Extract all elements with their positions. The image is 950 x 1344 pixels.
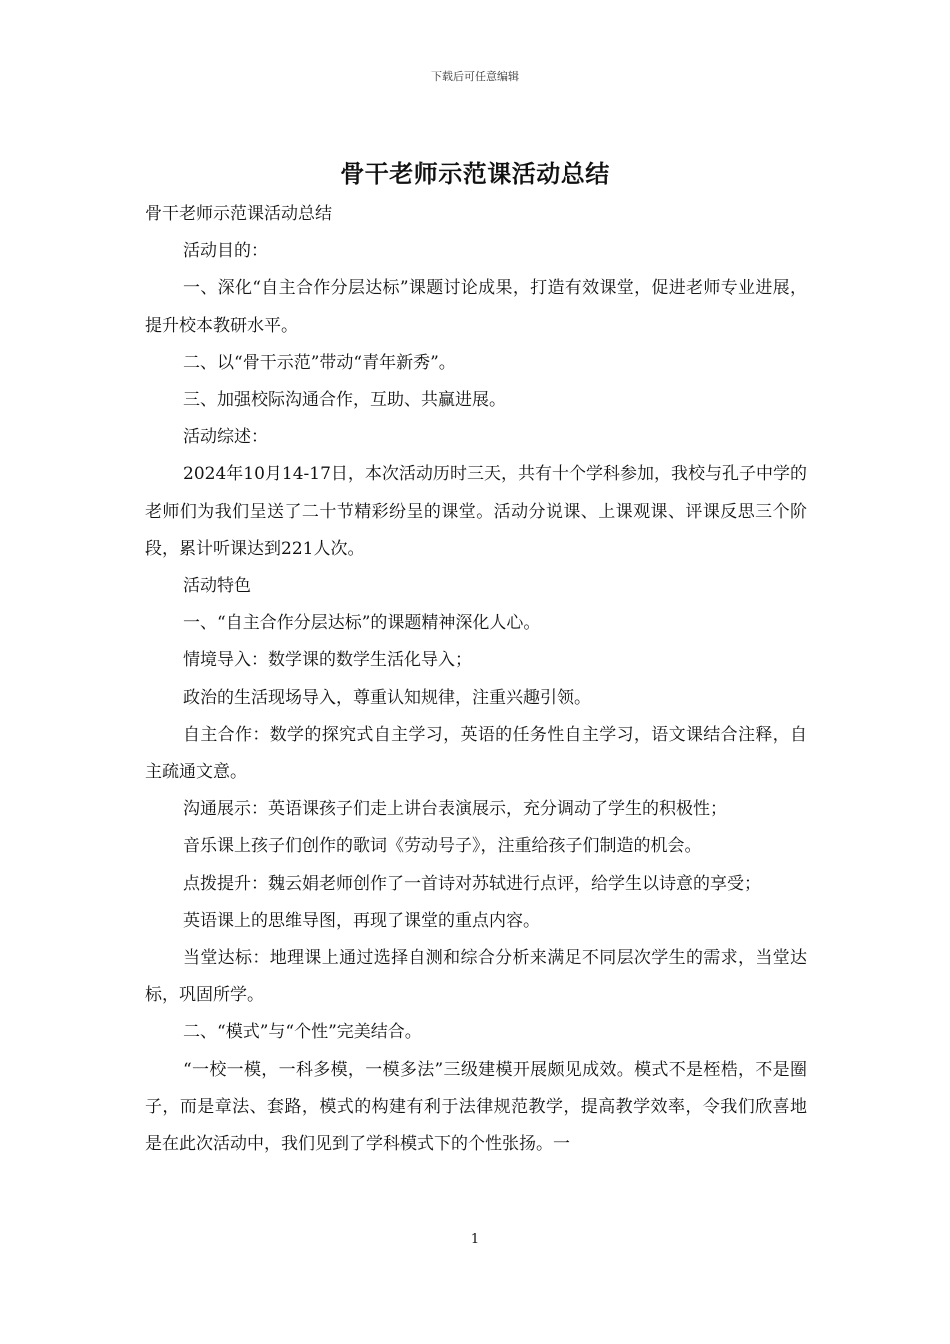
paragraph: 一、深化“自主合作分层达标”课题讨论成果，打造有效课堂，促进老师专业进展，提升校本教研水平。 [145,278,807,336]
document-title: 骨干老师示范课活动总结 [340,160,610,188]
header-note: 下载后可任意编辑 [431,70,519,83]
paragraph: 骨干老师示范课活动总结 [145,204,332,224]
paragraph: 当堂达标：地理课上通过选择自测和综合分析来满足不同层次学生的需求，当堂达标，巩固所学。 [145,948,807,1006]
paragraph: 音乐课上孩子们创作的歌词《劳动号子》，注重给孩子们制造的机会。 [183,836,702,857]
paragraph: 沟通展示：英语课孩子们走上讲台表演展示，充分调动了学生的积极性； [183,799,727,820]
paragraph: 2024年10月14-17日，本次活动历时三天，共有十个学科参加，我校与孔子中学的老师们为我们呈送了二十节精彩纷呈的课堂。活动分说课、上课观课、评课反思三个阶段，累计听课达到221人次。 [145,464,807,559]
paragraph: 政治的生活现场导入，尊重认知规律，注重兴趣引领。 [183,687,591,708]
page-number: 1 [470,1232,480,1247]
paragraph: 三、加强校际沟通合作，互助、共赢进展。 [183,390,506,411]
paragraph: 英语课上的思维导图，再现了课堂的重点内容。 [183,910,540,931]
paragraph: 二、“模式”与“个性”完美结合。 [183,1022,422,1043]
paragraph: 活动目的： [183,241,268,262]
document-body [145,196,807,1163]
paragraph: 一、“自主合作分层达标”的课题精神深化人心。 [183,613,541,634]
paragraph: “一校一模，一科多模，一模多法”三级建模开展颇见成效。模式不是桎梏，不是圈子，而是章法、套路，模式的构建有利于法律规范教学，提高教学效率，令我们欣喜地是在此次活动中，我们见到了学科模式下的个性张扬。一 [145,1059,807,1155]
paragraph: 活动特色 [183,576,251,597]
paragraph: 活动综述： [183,427,268,448]
paragraph: 点拨提升：魏云娟老师创作了一首诗对苏轼进行点评，给学生以诗意的享受； [183,873,761,894]
paragraph: 二、以“骨干示范”带动“青年新秀”。 [183,352,456,373]
paragraph: 自主合作：数学的探究式自主学习，英语的任务性自主学习，语文课结合注释，自主疏通文意。 [145,724,807,783]
paragraph: 情境导入：数学课的数学生活化导入； [183,650,472,671]
